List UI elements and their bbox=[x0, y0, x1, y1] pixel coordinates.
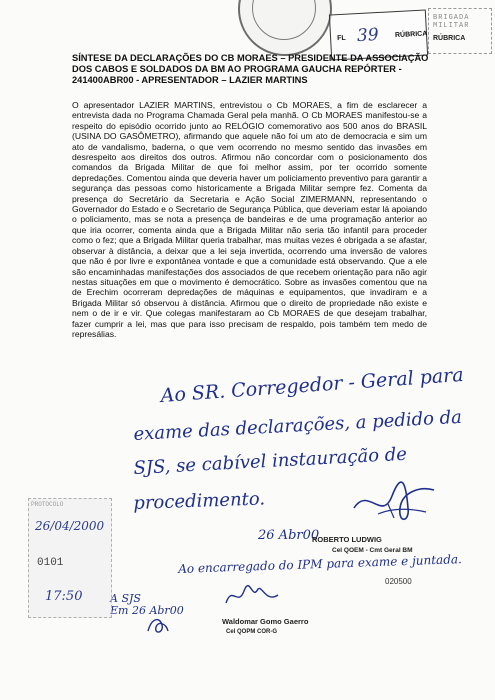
handwritten-dispatch-line-2: exame das declarações, a pedido da bbox=[133, 406, 463, 445]
commander-title-stamp: Cel QOEM - Cmt Geral BM bbox=[332, 547, 413, 554]
initials-mark bbox=[144, 613, 172, 637]
handwritten-sjs-date: Em 26 Abr00 bbox=[110, 604, 184, 617]
handwritten-dispatch-line-1: Ao SR. Corregedor - Geral para bbox=[160, 363, 465, 407]
protocol-receipt-stamp bbox=[28, 498, 112, 618]
seal-inner-ring bbox=[252, 0, 316, 40]
handwritten-date: 26 Abr00 bbox=[258, 528, 320, 543]
corregedor-name-stamp: Waldomar Gomo Gaerro bbox=[222, 617, 309, 626]
stamp-fl-label: FL bbox=[336, 34, 346, 43]
handwritten-dispatch-line-3: SJS, se cabível instauração de bbox=[133, 443, 408, 479]
top-right-stamp-header: BRIGADA MILITAR bbox=[433, 14, 470, 30]
court-seal-stamp bbox=[238, 0, 332, 56]
stamp-rubrica-label: RÚBRICA bbox=[394, 30, 428, 40]
top-right-stamp-rubrica: RÚBRICA bbox=[433, 35, 466, 42]
page-number: 39 bbox=[356, 25, 380, 47]
document-heading: SÍNTESE DA DECLARAÇÕES DO CB MORAES – PRESIDENTE DA ASSOCIAÇÃO DOS CABOS E SOLDADOS DA BM AO PROGRAMA GAUCHA REPÓRTER - 241400ABR00 - APRESENTADOR – LAZIER MARTINS bbox=[72, 53, 429, 85]
handwritten-dispatch-line-4: procedimento. bbox=[133, 488, 266, 514]
protocol-stamp-number: 0101 bbox=[37, 557, 64, 569]
handwritten-code: 020500 bbox=[385, 577, 412, 586]
protocol-stamp-header: PROTOCOLO bbox=[31, 501, 64, 508]
commander-signature bbox=[348, 478, 438, 528]
handwritten-to-sjs: A SJS bbox=[110, 592, 141, 605]
protocol-stamp-date: 26/04/2000 bbox=[35, 519, 105, 533]
top-right-stamp bbox=[428, 8, 492, 54]
handwritten-subsequent-dispatch: Ao encarregado do IPM para exame e juntada. bbox=[178, 552, 463, 576]
document-body: O apresentador LAZIER MARTINS, entrevistou o Cb MORAES, a fim de esclarecer a entrevista dada no Programa Chamada Geral pela manhã. O Cb MORAES manifestou-se a respeito do episódio ocorrido junto ao RELÓGIO comemorativo aos 500 anos do BRASIL (USINA DO GASÔMETRO), afirmando que aquele não foi um ato de democracia e sim um ato de vandalismo, baderna, o que vem ocorrendo no mesmo sentido das invasões em desrespeito aos direitos dos outros. Afirmou não concordar com o posicionamento dos comandos da Brigada Militar de que foi melhor assim, por ter ocorrido somente depredações. Comentou ainda que deveria haver um policiamento preventivo para garantir a segurança das pessoas como historicamente a Brigada Militar sempre fez. Comenta da presença do Secretário da Secretaria e Ação Social ZIMERMANN, representando o Governador do Estado e o Secretario de Segurança Pública, que deveriam estar lá apoiando o policiamento, mas se nota a presença de bandeiras e de uma programação anterior ao que iria ocorrer, comenta ainda que a Brigada Militar não seria tão infantil para proceder como o fez; que a Brigada Militar queria trabalhar, mas muitas vezes é obrigada a se afastar, observar à distância, a deixar que a lei seja invertida, ocorrendo uma inversão de valores que não é por livre e expontânea vontade e que a comunidade está observando. Que a ele são encaminhadas manifestações dos associados de que recebem orientação para não agir nestas situações em que o movimento é democrático. Sobre as invasões comentou que na de Erechim ocorreram depredações de máquinas e equipamentos, que invadiram e a Brigada Militar só observou à distância. Afirmou que o direito de propriedade não existe e nem o de ir e vir. Que colegas manifestaram ao Cb MORAES de que desejam trabalhar, fazer cumprir a lei, mas que para isso precisam de respaldo, pois também tem medo de represálias. bbox=[72, 100, 427, 339]
corregedor-signature bbox=[222, 581, 282, 611]
commander-name-stamp: ROBERTO LUDWIG bbox=[312, 535, 382, 544]
corregedor-title-stamp: Cel QOPM COR-G bbox=[226, 629, 278, 635]
protocol-stamp-time: 17:50 bbox=[45, 589, 83, 604]
